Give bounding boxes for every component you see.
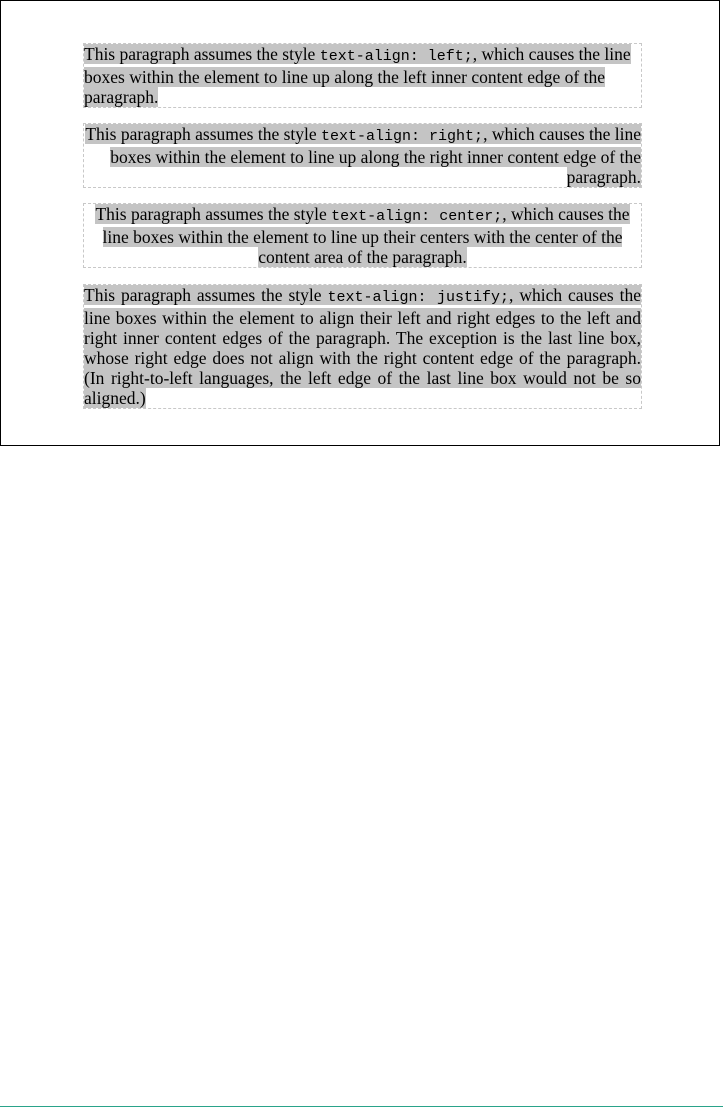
paragraph-prefix: This paragraph assumes the style	[84, 44, 320, 64]
css-code: text-align: justify;	[327, 289, 510, 306]
css-code: text-align: center;	[331, 208, 503, 225]
paragraph-text-align-right	[83, 123, 642, 188]
paragraph-suffix: , which causes the line boxes within the element to align their left and right edges to the left and right inner content edges of the paragraph. The exception is the last line box, whose right edge does not align with the right content edge of the paragraph. (In right-to-left languages, the left edge of the last line box would not be so aligned.)	[84, 285, 641, 408]
line-box-highlight	[84, 44, 631, 107]
page-bottom-rule	[0, 1106, 723, 1107]
line-box-highlight	[95, 204, 629, 267]
css-code: text-align: right;	[321, 128, 484, 145]
css-code: text-align: left;	[319, 48, 473, 65]
paragraph-text-align-justify	[83, 284, 642, 409]
paragraph-prefix: This paragraph assumes the style	[84, 285, 328, 305]
paragraph-suffix: , which causes the line boxes within the element to line up along the right inner content edge of the paragraph.	[110, 124, 641, 187]
figure-frame	[0, 0, 720, 446]
paragraph-prefix: This paragraph assumes the style	[85, 124, 322, 144]
paragraph-suffix: , which causes the line boxes within the element to line up their centers with the center of the content area of the paragraph.	[102, 204, 630, 267]
paragraph-text-align-left	[83, 43, 642, 108]
paragraph-prefix: This paragraph assumes the style	[95, 204, 332, 224]
line-box-highlight	[85, 124, 641, 187]
paragraph-suffix: , which causes the line boxes within the element to line up along the left inner content edge of the paragraph.	[84, 44, 631, 107]
line-box-highlight	[84, 285, 641, 408]
paragraph-text-align-center	[83, 203, 642, 268]
